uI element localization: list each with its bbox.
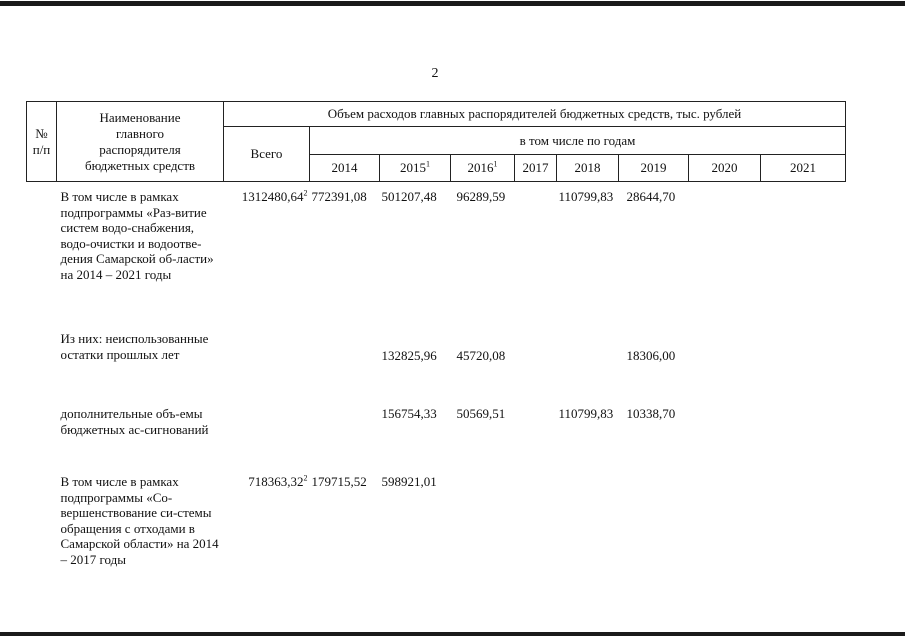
row-2016-cell: 45720,08	[456, 348, 506, 363]
header-year-2014: 2014	[310, 155, 380, 182]
bottom-border-rule	[0, 632, 905, 636]
row-2017-cell	[515, 464, 557, 599]
header-year-2020: 2020	[689, 155, 761, 182]
row-2021-cell	[761, 182, 846, 332]
top-border-rule	[0, 1, 905, 6]
budget-table	[26, 101, 846, 599]
row-number-cell	[27, 182, 57, 332]
header-year-2015: 2015$^1$	[380, 155, 451, 182]
row-number-cell	[27, 396, 57, 464]
row-2017-cell	[515, 331, 557, 396]
row-2018-cell: 110799,83	[558, 189, 614, 204]
row-2020-cell	[689, 331, 761, 396]
row-number-cell	[27, 331, 57, 396]
row-2015-cell: 598921,01	[381, 474, 437, 489]
page-number: 2	[431, 66, 439, 81]
header-number: № п/п	[27, 102, 57, 182]
row-total-cell: 1312480,64$^2$	[241, 188, 308, 204]
row-2021-cell	[761, 331, 846, 396]
header-name: Наименование главного распорядителя бюджетных средств	[57, 102, 224, 182]
row-total-cell	[224, 396, 310, 464]
table-row	[27, 464, 846, 599]
row-2015-cell: 156754,33	[381, 406, 437, 421]
row-2018-cell: 110799,83	[558, 406, 614, 421]
row-name-cell: Из них: неиспользованные остатки прошлых лет	[60, 331, 209, 362]
row-2016-cell: 96289,59	[456, 189, 506, 204]
row-name-cell: В том числе в рамках подпрограммы «Со-вершенствование си-стемы обращения с отходами в Самарской области» на 2014 – 2017 годы	[60, 474, 219, 567]
row-2014-cell	[310, 331, 380, 396]
row-2020-cell	[689, 182, 761, 332]
row-2017-cell	[515, 182, 557, 332]
header-year-2021: 2021	[761, 155, 846, 182]
header-year-2019: 2019	[619, 155, 689, 182]
row-2014-cell	[310, 396, 380, 464]
header-year-2018: 2018	[557, 155, 619, 182]
header-total: Всего	[224, 127, 310, 182]
table-row	[27, 396, 846, 464]
row-name-cell: дополнительные объ-емы бюджетных ас-сигнований	[60, 406, 209, 437]
header-by-years: в том числе по годам	[310, 127, 846, 155]
row-2019-cell: 28644,70	[626, 189, 676, 204]
row-total-cell: 718363,32$^2$	[248, 473, 308, 489]
row-2016-cell	[451, 464, 515, 599]
row-2014-cell: 772391,08	[311, 189, 367, 204]
row-total-cell	[224, 331, 310, 396]
header-year-2016: 2016$^1$	[451, 155, 515, 182]
row-2020-cell	[689, 396, 761, 464]
row-2019-cell: 10338,70	[626, 406, 676, 421]
row-number-cell	[27, 464, 57, 599]
table-row	[27, 182, 846, 332]
row-2015-cell: 132825,96	[381, 348, 437, 363]
row-2014-cell: 179715,52	[311, 474, 367, 489]
row-name-cell: В том числе в рамках подпрограммы «Раз-витие систем водо-снабжения, водо-очистки и водоотве-дения Самарской об-ласти» на 2014 – 2021 годы	[60, 189, 214, 282]
row-2017-cell	[515, 396, 557, 464]
row-2019-cell	[619, 464, 689, 599]
row-2020-cell	[689, 464, 761, 599]
row-2019-cell: 18306,00	[626, 348, 676, 363]
header-expenditure-volume: Объем расходов главных распорядителей бюджетных средств, тыс. рублей	[224, 102, 846, 127]
row-2015-cell: 501207,48	[381, 189, 437, 204]
header-year-2017: 2017	[515, 155, 557, 182]
row-2021-cell	[761, 464, 846, 599]
table-row	[27, 331, 846, 396]
row-2021-cell	[761, 396, 846, 464]
row-2016-cell: 50569,51	[456, 406, 506, 421]
row-2018-cell	[557, 331, 619, 396]
row-2018-cell	[557, 464, 619, 599]
